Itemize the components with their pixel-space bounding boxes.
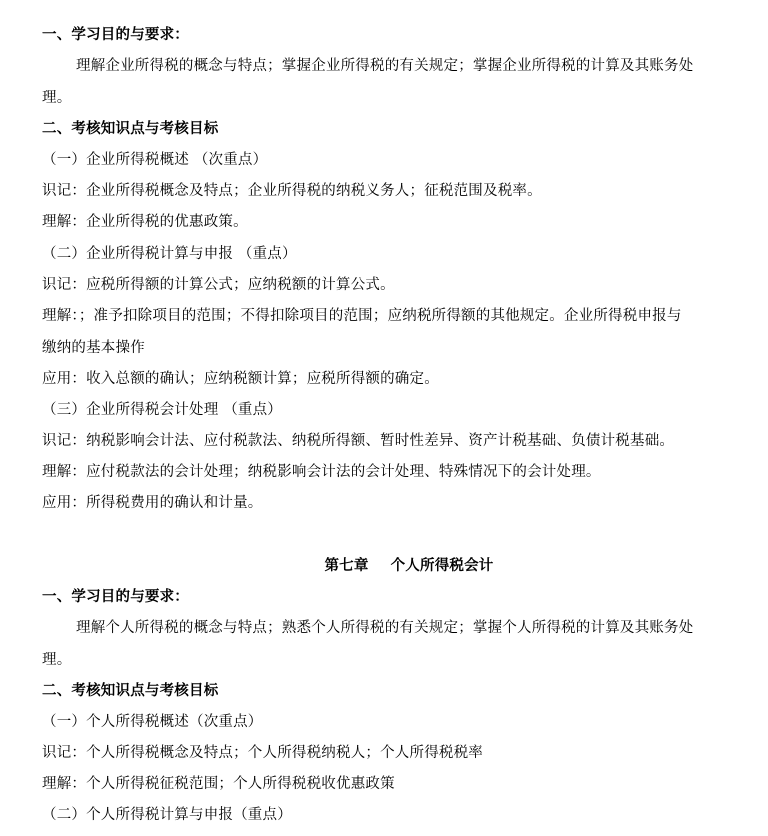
chapter-label: 第七章 [324, 558, 369, 574]
section-goals-heading: 一、学习目的与要求： [42, 27, 189, 43]
part3-title: （三）企业所得税会计处理 （重点） [42, 402, 283, 418]
part3-understand: 理解：应付税款法的会计处理；纳税影响会计法的会计处理、特殊情况下的会计处理。 [42, 464, 601, 480]
chapter-part1-understand: 理解：个人所得税征税范围；个人所得税税收优惠政策 [42, 776, 395, 792]
section-goals-text-line2: 理。 [42, 90, 72, 106]
part3-apply: 应用：所得税费用的确认和计量。 [42, 495, 263, 511]
section-goals-text-line1: 理解企业所得税的概念与特点；掌握企业所得税的有关规定；掌握企业所得税的计算及其账务处 [76, 58, 694, 74]
chapter-points-heading: 二、考核知识点与考核目标 [42, 683, 219, 699]
part2-title: （二）企业所得税计算与申报 （重点） [42, 246, 297, 262]
chapter-goals-text-line1: 理解个人所得税的概念与特点；熟悉个人所得税的有关规定；掌握个人所得税的计算及其账务处 [76, 620, 694, 636]
part1-title: （一）企业所得税概述 （次重点） [42, 152, 268, 168]
chapter-part1-remember: 识记：个人所得税概念及特点；个人所得税纳税人；个人所得税税率 [42, 745, 483, 761]
section-points-heading: 二、考核知识点与考核目标 [42, 121, 219, 137]
chapter-part2-title: （二）个人所得税计算与申报（重点） [42, 807, 292, 823]
chapter-title [0, 556, 768, 576]
part1-understand: 理解：企业所得税的优惠政策。 [42, 214, 248, 230]
part3-remember: 识记：纳税影响会计法、应付税款法、纳税所得额、暂时性差异、资产计税基础、负债计税基础。 [42, 433, 675, 449]
part2-apply: 应用：收入总额的确认；应纳税额计算；应税所得额的确定。 [42, 371, 439, 387]
part2-understand-line2: 缴纳的基本操作 [42, 340, 145, 356]
chapter-part1-title: （一）个人所得税概述（次重点） [42, 714, 263, 730]
part2-understand-line1: 理解：；准予扣除项目的范围；不得扣除项目的范围；应纳税所得额的其他规定。企业所得税申报与 [42, 308, 682, 324]
chapter-name: 个人所得税会计 [390, 558, 494, 574]
chapter-goals-text-line2: 理。 [42, 652, 72, 668]
part1-remember: 识记：企业所得税概念及特点；企业所得税的纳税义务人；征税范围及税率。 [42, 183, 542, 199]
part2-remember: 识记：应税所得额的计算公式；应纳税额的计算公式。 [42, 277, 395, 293]
chapter-goals-heading: 一、学习目的与要求： [42, 589, 189, 605]
